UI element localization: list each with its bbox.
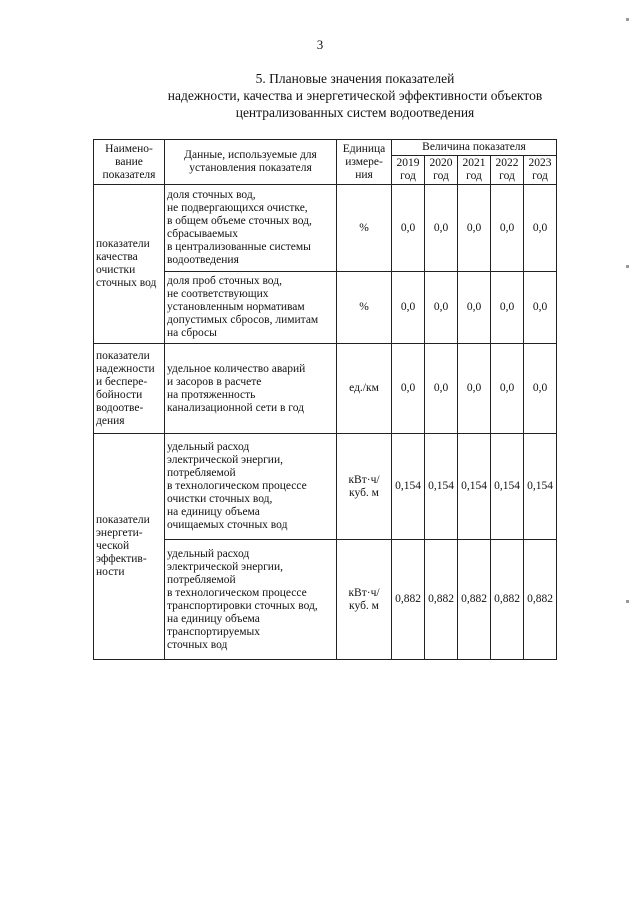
indicator-value: 0,154 [425, 434, 458, 540]
indicator-group-name: показатели надежности и беспере- бойности водоотве- дения [94, 344, 165, 434]
indicator-value: 0,0 [425, 344, 458, 434]
indicator-value: 0,882 [392, 540, 425, 660]
header-year: 2019 год [392, 156, 425, 185]
indicator-value: 0,0 [491, 185, 524, 272]
header-data: Данные, используемые для установления показателя [165, 140, 337, 185]
indicator-data: доля проб сточных вод, не соответствующих установленным нормативам допустимых сбросов, лимитам на сбросы [165, 272, 337, 344]
indicator-value: 0,0 [392, 344, 425, 434]
indicator-data: доля сточных вод, не подвергающихся очистке, в общем объеме сточных вод, сбрасываемых в централизованные системы водоотведения [165, 185, 337, 272]
indicator-value: 0,0 [458, 344, 491, 434]
indicator-value: 0,882 [425, 540, 458, 660]
indicator-data: удельное количество аварий и засоров в расчете на протяженность канализационной сети в год [165, 344, 337, 434]
title-line-2: надежности, качества и энергетической эффективности объектов [167, 88, 543, 103]
indicator-value: 0,154 [458, 434, 491, 540]
indicator-row [94, 434, 557, 540]
indicator-value: 0,154 [524, 434, 557, 540]
indicator-value: 0,0 [524, 185, 557, 272]
page-number: 3 [316, 37, 324, 52]
title-line-3: централизованных систем водоотведения [235, 105, 475, 120]
scan-mark [626, 600, 629, 603]
indicator-data: удельный расход электрической энергии, потребляемой в технологическом процессе транспортировки сточных вод, на единицу объема транспортируемых сточных вод [165, 540, 337, 660]
header-value-group: Величина показателя [392, 140, 557, 156]
indicator-value: 0,0 [425, 185, 458, 272]
scan-mark [626, 18, 629, 21]
indicator-value: 0,154 [392, 434, 425, 540]
header-name: Наимено- вание показателя [94, 140, 165, 185]
indicator-value: 0,0 [392, 185, 425, 272]
indicator-value: 0,0 [524, 272, 557, 344]
indicator-value: 0,0 [491, 272, 524, 344]
indicator-unit: кВт·ч/ куб. м [337, 434, 392, 540]
indicators-table-body [94, 140, 557, 660]
indicator-row [94, 185, 557, 272]
header-year: 2023 год [524, 156, 557, 185]
indicator-value: 0,882 [491, 540, 524, 660]
indicators-table [93, 139, 557, 660]
header-year: 2021 год [458, 156, 491, 185]
indicator-unit: % [337, 185, 392, 272]
indicator-value: 0,0 [425, 272, 458, 344]
indicator-row [94, 344, 557, 434]
indicator-value: 0,0 [458, 185, 491, 272]
title-line-1: 5. Плановые значения показателей [255, 71, 455, 86]
header-year: 2020 год [425, 156, 458, 185]
indicator-value: 0,154 [491, 434, 524, 540]
header-row-1 [94, 140, 557, 156]
indicator-value: 0,0 [392, 272, 425, 344]
indicator-unit: ед./км [337, 344, 392, 434]
indicator-unit: % [337, 272, 392, 344]
header-year: 2022 год [491, 156, 524, 185]
scan-mark [626, 265, 629, 268]
indicator-group-name: показатели качества очистки сточных вод [94, 185, 165, 344]
indicator-value: 0,0 [458, 272, 491, 344]
header-unit: Единица измере- ния [337, 140, 392, 185]
indicator-value: 0,0 [524, 344, 557, 434]
indicator-value: 0,882 [524, 540, 557, 660]
indicator-data: удельный расход электрической энергии, потребляемой в технологическом процессе очистки сточных вод, на единицу объема очищаемых сточных вод [165, 434, 337, 540]
indicator-value: 0,0 [491, 344, 524, 434]
indicator-value: 0,882 [458, 540, 491, 660]
document-title [60, 70, 640, 121]
indicator-unit: кВт·ч/ куб. м [337, 540, 392, 660]
indicator-group-name: показатели энергети- ческой эффектив- ности [94, 434, 165, 660]
